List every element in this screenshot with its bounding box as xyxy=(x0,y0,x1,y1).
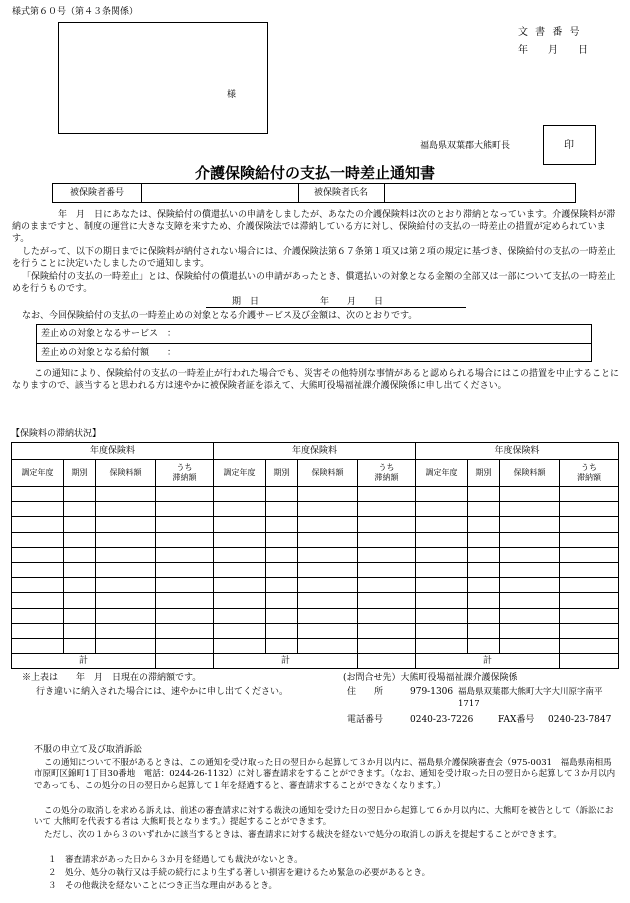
table-cell xyxy=(96,578,156,593)
table-cell xyxy=(358,638,416,653)
table-cell xyxy=(416,638,468,653)
table-cell xyxy=(214,638,266,653)
table-cell xyxy=(560,608,619,623)
form-number: 様式第６０号（第４３条関係） xyxy=(12,7,139,17)
table-cell xyxy=(266,638,298,653)
table-cell xyxy=(96,547,156,562)
table-cell xyxy=(156,638,214,653)
table-cell xyxy=(266,532,298,547)
overpayment-note: 行き違いに納入された場合には、速やかに申し出てください。 xyxy=(36,687,289,697)
table-cell xyxy=(358,517,416,532)
appeal-item-2: ２ 処分、処分の執行又は手続の続行により生ずる著しい損害を避けるため緊急の必要があるとき。 xyxy=(48,868,431,878)
table-cell xyxy=(266,487,298,502)
target-box-divider xyxy=(37,343,591,344)
body-paragraph-2: したがって、以下の期日までに保険料が納付されない場合には、介護保険法第６７条第１項又は第２項の規定に基づき、保険給付の支払の一時差止を行うことに決定いたしましたので通知します。 xyxy=(12,247,616,270)
table-cell xyxy=(156,623,214,638)
table-cell xyxy=(64,623,96,638)
arrears-amount-header: うち 滞納額 xyxy=(358,460,416,487)
total-value xyxy=(560,654,619,669)
table-cell xyxy=(416,623,468,638)
table-cell xyxy=(266,623,298,638)
appeal-item-1: １ 審査請求があった日から３か月を経過しても裁決がないとき。 xyxy=(48,855,303,865)
installment-header: 期別 xyxy=(64,460,96,487)
table-cell xyxy=(468,502,500,517)
table-cell xyxy=(96,517,156,532)
insured-info-row xyxy=(52,183,576,203)
appeal-paragraph-1: この通知について不服があるときは、この通知を受け取った日の翌日から起算して３か月以内に、福島県介護保険審査会（975-0031 福島県南相馬市原町区錦町1丁目30番地 電話：0244-26-1132）に対し審査請求をすることができます。（なお、通知を受け取った日の翌日から起算して３か月以内であっても、この処分の日の翌日から起算して１年を経過すると、審査請求することができなくなります。） xyxy=(34,758,616,791)
total-value xyxy=(156,654,214,669)
table-cell xyxy=(214,532,266,547)
table-cell xyxy=(12,502,64,517)
insured-number-value xyxy=(141,184,299,202)
table-cell xyxy=(416,532,468,547)
table-cell xyxy=(64,638,96,653)
table-row xyxy=(12,532,619,547)
table-cell xyxy=(96,487,156,502)
table-cell xyxy=(156,608,214,623)
table-group-header-row xyxy=(12,443,619,460)
table-cell xyxy=(266,562,298,577)
installment-header: 期別 xyxy=(468,460,500,487)
table-row xyxy=(12,608,619,623)
installment-header: 期別 xyxy=(266,460,298,487)
table-cell xyxy=(64,593,96,608)
status-section-title: 【保険料の滞納状況】 xyxy=(11,429,102,439)
table-cell xyxy=(214,562,266,577)
target-amount-label: 差止めの対象となる給付額 ： xyxy=(41,348,177,358)
table-cell xyxy=(500,623,560,638)
table-cell xyxy=(468,623,500,638)
table-cell xyxy=(560,578,619,593)
table-cell xyxy=(416,578,468,593)
appeal-paragraph-2: この処分の取消しを求める訴えは、前述の審査請求に対する裁決の通知を受けた日の翌日から起算して６か月以内に、大熊町を被告として（訴訟において 大熊町を代表する者は 大熊町長となります。）提起することができます。 xyxy=(34,806,614,828)
table-cell xyxy=(298,502,358,517)
table-cell xyxy=(560,532,619,547)
issue-date-label: 年 月 日 xyxy=(518,45,588,56)
table-cell xyxy=(214,593,266,608)
table-cell xyxy=(64,517,96,532)
table-cell xyxy=(214,608,266,623)
table-cell xyxy=(500,578,560,593)
table-cell xyxy=(500,487,560,502)
table-cell xyxy=(416,547,468,562)
table-cell xyxy=(12,623,64,638)
table-cell xyxy=(358,608,416,623)
table-column-header-row xyxy=(12,460,619,487)
table-cell xyxy=(500,638,560,653)
table-cell xyxy=(64,562,96,577)
table-cell xyxy=(500,547,560,562)
deadline-underline xyxy=(206,307,466,308)
contact-address-label: 住 所 xyxy=(347,687,384,697)
table-cell xyxy=(416,562,468,577)
table-cell xyxy=(156,502,214,517)
table-cell xyxy=(468,532,500,547)
table-cell xyxy=(96,532,156,547)
table-cell xyxy=(358,623,416,638)
table-cell xyxy=(12,562,64,577)
arrears-amount-header: うち 滞納額 xyxy=(156,460,214,487)
table-cell xyxy=(64,608,96,623)
table-cell xyxy=(214,502,266,517)
premium-amount-header: 保険料額 xyxy=(500,460,560,487)
table-cell xyxy=(560,547,619,562)
fiscal-year-premium-header: 年度保険料 xyxy=(12,443,214,460)
table-cell xyxy=(560,502,619,517)
table-cell xyxy=(12,487,64,502)
table-cell xyxy=(64,532,96,547)
table-cell xyxy=(468,638,500,653)
table-row xyxy=(12,502,619,517)
suspension-target-box xyxy=(36,324,592,362)
table-cell xyxy=(358,593,416,608)
table-cell xyxy=(12,578,64,593)
address-box-label: 様 xyxy=(227,90,237,100)
premium-amount-header: 保険料額 xyxy=(96,460,156,487)
insured-name-label: 被保険者氏名 xyxy=(298,184,385,202)
assessment-year-header: 調定年度 xyxy=(214,460,266,487)
table-cell xyxy=(266,547,298,562)
table-cell xyxy=(468,487,500,502)
table-cell xyxy=(468,608,500,623)
total-label: 計 xyxy=(12,654,156,669)
table-cell xyxy=(96,593,156,608)
table-cell xyxy=(96,638,156,653)
table-cell xyxy=(12,593,64,608)
table-cell xyxy=(156,517,214,532)
table-row xyxy=(12,578,619,593)
total-value xyxy=(358,654,416,669)
table-cell xyxy=(214,487,266,502)
table-cell xyxy=(500,517,560,532)
table-note: ※上表は 年 月 日現在の滞納額です。 xyxy=(22,673,202,683)
table-cell xyxy=(12,547,64,562)
total-label: 計 xyxy=(214,654,358,669)
table-total-row xyxy=(12,654,619,669)
table-cell xyxy=(96,562,156,577)
address-box xyxy=(58,22,268,134)
body-paragraph-5: この通知により、保険給付の支払の一時差止が行われた場合でも、災害その他特別な事情があると認められる場合にはこの措置を中止することになりますので、該当すると思われる方は速やかに被保険者証を添えて、大熊町役場福祉課介護保険係に申し出てください。 xyxy=(12,369,620,392)
table-cell xyxy=(560,487,619,502)
table-cell xyxy=(298,578,358,593)
table-cell xyxy=(416,608,468,623)
total-label: 計 xyxy=(416,654,560,669)
table-cell xyxy=(416,502,468,517)
table-cell xyxy=(12,532,64,547)
issuer-name: 福島県双葉郡大熊町長 xyxy=(420,141,511,151)
table-cell xyxy=(500,593,560,608)
table-cell xyxy=(468,562,500,577)
table-cell xyxy=(358,562,416,577)
table-cell xyxy=(560,593,619,608)
table-cell xyxy=(156,547,214,562)
table-cell xyxy=(358,547,416,562)
appeal-paragraph-3: ただし、次の１から３のいずれかに該当するときは、審査請求に対する裁決を経ないで処分の取消しの訴えを提起することができます。 xyxy=(44,830,562,840)
table-row xyxy=(12,593,619,608)
table-cell xyxy=(560,562,619,577)
table-cell xyxy=(358,502,416,517)
table-cell xyxy=(468,578,500,593)
table-cell xyxy=(358,578,416,593)
seal-label: 印 xyxy=(564,140,574,151)
contact-phone-label: 電話番号 xyxy=(347,715,384,725)
table-cell xyxy=(298,517,358,532)
table-row xyxy=(12,547,619,562)
table-cell xyxy=(500,608,560,623)
table-cell xyxy=(64,578,96,593)
appeal-heading: 不服の申立て及び取消訴訟 xyxy=(34,745,143,755)
table-cell xyxy=(96,502,156,517)
table-cell xyxy=(560,517,619,532)
table-cell xyxy=(266,517,298,532)
table-cell xyxy=(64,547,96,562)
document-number-label: 文 書 番 号 xyxy=(518,27,582,38)
insured-name-value xyxy=(384,184,575,202)
table-cell xyxy=(298,532,358,547)
table-cell xyxy=(64,502,96,517)
table-cell xyxy=(416,517,468,532)
table-cell xyxy=(214,547,266,562)
appeal-item-3: ３ その他裁決を経ないことにつき正当な理由があるとき。 xyxy=(48,881,277,891)
assessment-year-header: 調定年度 xyxy=(416,460,468,487)
deadline-label: 期 日 xyxy=(232,297,260,307)
table-cell xyxy=(156,487,214,502)
table-cell xyxy=(12,517,64,532)
contact-fax: 0240-23-7847 xyxy=(548,715,612,725)
table-row xyxy=(12,562,619,577)
table-row xyxy=(12,623,619,638)
table-cell xyxy=(298,547,358,562)
table-cell xyxy=(358,487,416,502)
table-cell xyxy=(500,532,560,547)
table-cell xyxy=(266,578,298,593)
table-cell xyxy=(214,517,266,532)
table-cell xyxy=(12,638,64,653)
fiscal-year-premium-header: 年度保険料 xyxy=(214,443,416,460)
document-title: 介護保険給付の支払一時差止通知書 xyxy=(194,164,435,182)
table-cell xyxy=(298,487,358,502)
table-cell xyxy=(156,593,214,608)
table-cell xyxy=(156,562,214,577)
table-cell xyxy=(266,593,298,608)
table-cell xyxy=(266,608,298,623)
arrears-amount-header: うち 滞納額 xyxy=(560,460,619,487)
contact-postal-code: 979-1306 xyxy=(410,687,454,697)
table-cell xyxy=(266,502,298,517)
table-cell xyxy=(156,532,214,547)
table-cell xyxy=(560,623,619,638)
table-cell xyxy=(298,593,358,608)
premium-amount-header: 保険料額 xyxy=(298,460,358,487)
fiscal-year-premium-header: 年度保険料 xyxy=(416,443,619,460)
table-cell xyxy=(298,623,358,638)
deadline-date: 年 月 日 xyxy=(320,297,384,307)
table-cell xyxy=(468,517,500,532)
table-cell xyxy=(500,562,560,577)
table-cell xyxy=(298,638,358,653)
target-service-label: 差止めの対象となるサービス ： xyxy=(41,329,177,339)
body-paragraph-1: 年 月 日にあなたは、保険給付の償還払いの申請をしましたが、あなたの介護保険料は次のとおり滞納となっています。介護保険料が滞納のままですと、制度の運営に大きな支障を来すため、介護保険法では滞納している方に対し、保険給付の支払の一時差止の措置が定められています。 xyxy=(12,210,616,245)
table-cell xyxy=(468,547,500,562)
table-cell xyxy=(214,578,266,593)
table-cell xyxy=(96,608,156,623)
contact-phone: 0240-23-7226 xyxy=(410,715,474,725)
table-cell xyxy=(298,608,358,623)
table-cell xyxy=(64,487,96,502)
table-cell xyxy=(156,578,214,593)
table-cell xyxy=(214,623,266,638)
table-cell xyxy=(468,593,500,608)
table-cell xyxy=(416,593,468,608)
table-cell xyxy=(416,487,468,502)
body-paragraph-4: なお、今回保険給付の支払の一時差止めの対象となる介護サービス及び金額は、次のとおりです。 xyxy=(22,311,418,321)
table-cell xyxy=(96,623,156,638)
insured-number-label: 被保険者番号 xyxy=(53,184,142,202)
arrears-status-table xyxy=(11,442,619,669)
table-row xyxy=(12,517,619,532)
contact-fax-label: FAX番号 xyxy=(498,715,535,725)
table-cell xyxy=(500,502,560,517)
contact-heading: (お問合せ先）大熊町役場福祉課介護保険係 xyxy=(343,673,518,683)
table-row xyxy=(12,487,619,502)
table-cell xyxy=(12,608,64,623)
assessment-year-header: 調定年度 xyxy=(12,460,64,487)
seal-box xyxy=(543,125,596,165)
contact-address: 福島県双葉郡大熊町大字大川原字南平1717 xyxy=(458,687,603,709)
table-cell xyxy=(358,532,416,547)
table-cell xyxy=(560,638,619,653)
table-row xyxy=(12,638,619,653)
body-paragraph-3: 「保険給付の支払の一時差止」とは、保険給付の償還払いの申請があったとき、償還払いの対象となる金額の全部又は一部について支払の一時差止めを行うものです。 xyxy=(12,272,616,295)
table-cell xyxy=(298,562,358,577)
